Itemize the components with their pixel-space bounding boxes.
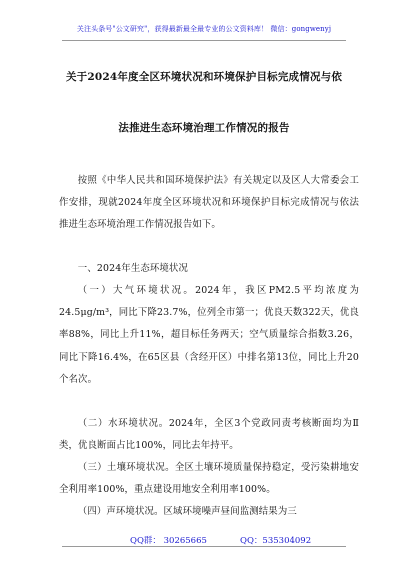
section-heading-environment-status: 一、2024年生态环境状况	[77, 263, 188, 274]
footer-divider	[62, 546, 346, 547]
soil-environment-paragraph: （三）土壤环境状况。全区土壤环境质量保持稳定，受污染耕地安全利用率100%，重点建设用地安全利用率100%。	[59, 462, 359, 496]
air-environment-paragraph: （一）大气环境状况。2024年，我区PM2.5平均浓度为24.5μg/m³，同比下降23.7%，位列全市第一；优良天数322天，优良率88%，同比上升11%，超目标任务两天；空气质量综合指数3.26，同比下降16.4%，在65区县（含经开区）中排名第13位，同比上升20个名次。	[59, 285, 359, 385]
footer-qq: QQ：535304092	[240, 536, 312, 546]
document-title-line-2: 法推进生态环境治理工作情况的报告	[118, 122, 290, 134]
noise-environment-paragraph: （四）声环境状况。区域环境噪声昼间监测结果为三	[77, 506, 297, 517]
intro-paragraph: 按照《中华人民共和国环境保护法》有关规定以及区人大常委会工作安排，现就2024年度全区环境状况和环境保护目标完成情况与依法推进生态环境治理工作情况报告如下。	[59, 175, 359, 231]
document-title-line-1: 关于2024年度全区环境状况和环境保护目标完成情况与依	[65, 71, 343, 83]
header-note: 关注头条号"公文研究"，获得最新最全最专业的公文资料库！ 微信：gongwenyj	[76, 25, 332, 33]
water-environment-paragraph: （二）水环境状况。2024年，全区3个党政同责考核断面均为Ⅱ类，优良断面占比100%，同比去年持平。	[59, 418, 359, 452]
footer-qq-group: QQ群： 30265665	[130, 536, 207, 546]
header-divider	[62, 40, 346, 41]
